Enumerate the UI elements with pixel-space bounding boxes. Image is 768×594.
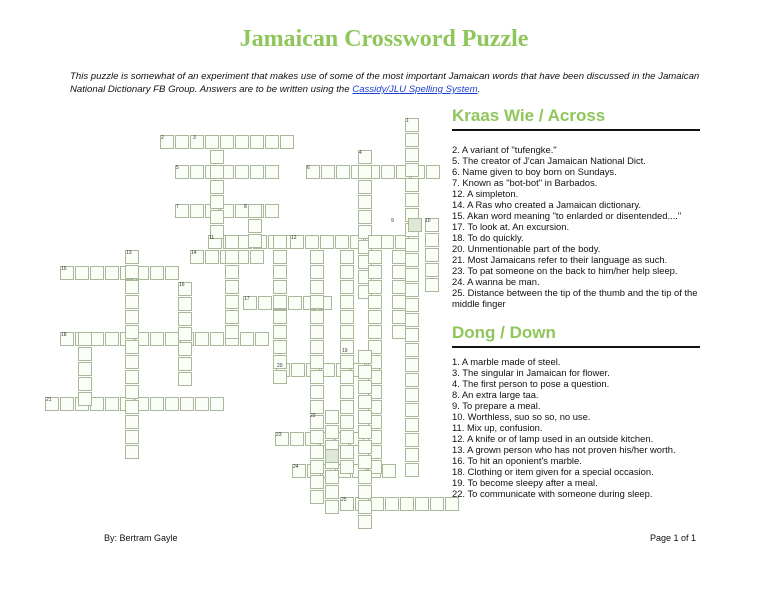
grid-cell[interactable] <box>90 266 104 280</box>
grid-cell[interactable] <box>325 470 339 484</box>
grid-cell[interactable] <box>78 332 92 346</box>
grid-cell[interactable] <box>205 250 219 264</box>
clue-number: 21 <box>46 397 52 403</box>
clue-number: 23 <box>276 432 282 438</box>
grid-cell[interactable] <box>235 165 249 179</box>
grid-cell[interactable] <box>225 280 239 294</box>
grid-cell[interactable] <box>165 266 179 280</box>
down-clue-list <box>452 356 702 499</box>
grid-cell[interactable] <box>325 425 339 439</box>
clue-number: 16 <box>179 282 185 288</box>
grid-cell[interactable] <box>225 310 239 324</box>
grid-cell[interactable] <box>400 497 414 511</box>
grid-cell[interactable] <box>405 283 419 297</box>
grid-cell[interactable] <box>178 342 192 356</box>
grid-cell[interactable] <box>405 463 419 477</box>
clue-number: 15 <box>61 266 67 272</box>
clue-number: 1 <box>406 118 409 124</box>
across-clue-list <box>452 144 702 309</box>
grid-cell[interactable] <box>125 370 139 384</box>
grid-cell[interactable] <box>310 340 324 354</box>
grid-cell[interactable] <box>358 380 372 394</box>
grid-cell[interactable] <box>358 165 372 179</box>
grid-cell[interactable] <box>273 325 287 339</box>
grid-cell[interactable] <box>288 296 302 310</box>
grid-cell[interactable] <box>405 358 419 372</box>
down-clue: 18. Clothing or item given for a special occasion. <box>452 466 654 477</box>
clue-number: 8 <box>244 204 247 210</box>
clue-number: 22 <box>310 413 316 419</box>
grid-cell[interactable] <box>358 195 372 209</box>
grid-cell[interactable] <box>392 325 406 339</box>
across-rule <box>452 129 700 131</box>
grid-cell[interactable] <box>382 464 396 478</box>
grid-cell[interactable] <box>340 400 354 414</box>
grid-cell[interactable] <box>195 332 209 346</box>
grid-cell[interactable] <box>310 325 324 339</box>
grid-cell[interactable] <box>125 445 139 459</box>
grid-cell[interactable] <box>405 238 419 252</box>
grid-cell[interactable] <box>248 234 262 248</box>
grid-cell[interactable] <box>210 180 224 194</box>
across-clue: 23. To pat someone on the back to him/her help sleep. <box>452 265 678 276</box>
page-title: Jamaican Crossword Puzzle <box>239 26 529 52</box>
clue-number: 11 <box>209 235 215 241</box>
grid-cell[interactable] <box>75 266 89 280</box>
grid-cell[interactable] <box>250 250 264 264</box>
grid-cell[interactable] <box>78 377 92 391</box>
clue-number: 10 <box>425 218 431 224</box>
across-clue: 20. Unmentionable part of the body. <box>452 243 601 254</box>
grid-cell[interactable] <box>280 135 294 149</box>
grid-cell[interactable] <box>248 204 262 218</box>
grid-cell[interactable] <box>90 397 104 411</box>
grid-cell[interactable] <box>392 280 406 294</box>
grid-cell[interactable] <box>405 148 419 162</box>
grid-cell[interactable] <box>105 266 119 280</box>
grid-cell[interactable] <box>273 340 287 354</box>
grid-cell[interactable] <box>358 455 372 469</box>
grid-cell[interactable] <box>325 449 339 463</box>
grid-cell[interactable] <box>430 497 444 511</box>
across-clue: 24. A wanna be man. <box>452 276 540 287</box>
grid-cell[interactable] <box>250 135 264 149</box>
grid-cell[interactable] <box>368 265 382 279</box>
down-clue: 10. Worthless, suo so so, no use. <box>452 411 591 422</box>
grid-cell[interactable] <box>150 397 164 411</box>
clue-number: 4 <box>359 150 362 156</box>
down-clue: 8. An extra large taa. <box>452 389 539 400</box>
down-clue: 4. The first person to pose a question. <box>452 378 610 389</box>
clue-number: 17 <box>244 296 250 302</box>
grid-cell[interactable] <box>340 415 354 429</box>
grid-cell[interactable] <box>310 250 324 264</box>
grid-cell[interactable] <box>210 210 224 224</box>
grid-cell[interactable] <box>405 388 419 402</box>
grid-cell[interactable] <box>445 497 459 511</box>
grid-cell[interactable] <box>405 313 419 327</box>
grid-cell[interactable] <box>358 395 372 409</box>
grid-cell[interactable] <box>195 397 209 411</box>
grid-cell[interactable] <box>178 372 192 386</box>
grid-cell[interactable] <box>310 355 324 369</box>
clue-number: 9 <box>391 218 394 224</box>
grid-cell[interactable] <box>178 357 192 371</box>
grid-cell[interactable] <box>60 397 74 411</box>
grid-cell[interactable] <box>358 180 372 194</box>
grid-cell[interactable] <box>225 235 239 249</box>
page-number: Page 1 of 1 <box>650 533 697 543</box>
grid-cell[interactable] <box>321 165 335 179</box>
grid-cell[interactable] <box>405 133 419 147</box>
grid-cell[interactable] <box>405 418 419 432</box>
across-clue: 7. Known as "bot-bot" in Barbados. <box>452 177 598 188</box>
grid-cell[interactable] <box>425 263 439 277</box>
grid-cell[interactable] <box>340 265 354 279</box>
grid-cell[interactable] <box>340 310 354 324</box>
grid-cell[interactable] <box>358 500 372 514</box>
grid-cell[interactable] <box>415 497 429 511</box>
clue-number: 7 <box>176 204 179 210</box>
clue-number: 18 <box>61 332 67 338</box>
grid-cell[interactable] <box>248 219 262 233</box>
grid-cell[interactable] <box>273 280 287 294</box>
grid-cell[interactable] <box>178 312 192 326</box>
grid-cell[interactable] <box>125 265 139 279</box>
grid-cell[interactable] <box>325 500 339 514</box>
grid-cell[interactable] <box>190 165 204 179</box>
grid-cell[interactable] <box>273 250 287 264</box>
grid-cell[interactable] <box>178 297 192 311</box>
grid-cell[interactable] <box>225 295 239 309</box>
grid-cell[interactable] <box>405 253 419 267</box>
grid-cell[interactable] <box>78 392 92 406</box>
intro-text: This puzzle is somewhat of an experiment that makes use of some of the most important Jamaican words that have been discussed in the Jamaican National Dictionary FB Group. Answers are to be written using the <box>70 71 700 95</box>
grid-cell[interactable] <box>368 295 382 309</box>
grid-cell[interactable] <box>125 415 139 429</box>
grid-cell[interactable] <box>150 332 164 346</box>
grid-cell[interactable] <box>125 310 139 324</box>
grid-cell[interactable] <box>425 233 439 247</box>
clue-number: 25 <box>341 497 347 503</box>
grid-cell[interactable] <box>210 195 224 209</box>
grid-cell[interactable] <box>368 235 382 249</box>
grid-cell[interactable] <box>426 165 440 179</box>
grid-cell[interactable] <box>340 250 354 264</box>
down-clue: 13. A grown person who has not proven his/her worth. <box>452 444 676 455</box>
grid-cell[interactable] <box>190 204 204 218</box>
grid-cell[interactable] <box>291 363 305 377</box>
grid-cell[interactable] <box>125 430 139 444</box>
grid-cell[interactable] <box>220 135 234 149</box>
across-clue: 5. The creator of J'can Jamaican National Dict. <box>452 155 646 166</box>
grid-cell[interactable] <box>310 460 324 474</box>
grid-cell[interactable] <box>425 248 439 262</box>
grid-cell[interactable] <box>250 165 264 179</box>
grid-cell[interactable] <box>165 332 179 346</box>
grid-cell[interactable] <box>368 250 382 264</box>
down-clue: 9. To prepare a meal. <box>452 400 541 411</box>
grid-cell[interactable] <box>165 397 179 411</box>
grid-cell[interactable] <box>358 365 372 379</box>
clue-number: 13 <box>126 250 132 256</box>
grid-cell[interactable] <box>392 295 406 309</box>
grid-cell[interactable] <box>405 298 419 312</box>
down-clue: 1. A marble made of steel. <box>452 356 561 367</box>
grid-cell[interactable] <box>358 515 372 529</box>
grid-cell[interactable] <box>310 430 324 444</box>
grid-cell[interactable] <box>78 362 92 376</box>
grid-cell[interactable] <box>405 403 419 417</box>
across-clue: 12. A simpleton. <box>452 188 519 199</box>
grid-cell[interactable] <box>205 135 219 149</box>
grid-cell[interactable] <box>370 497 384 511</box>
grid-cell[interactable] <box>125 325 139 339</box>
grid-cell[interactable] <box>381 165 395 179</box>
grid-cell[interactable] <box>210 397 224 411</box>
grid-cell[interactable] <box>340 385 354 399</box>
grid-cell[interactable] <box>340 430 354 444</box>
grid-cell[interactable] <box>305 235 319 249</box>
down-clue: 22. To communicate with someone during sleep. <box>452 488 653 499</box>
grid-cell[interactable] <box>380 235 394 249</box>
grid-cell[interactable] <box>310 295 324 309</box>
clue-number: 20 <box>277 363 283 369</box>
grid-cell[interactable] <box>340 295 354 309</box>
grid-cell[interactable] <box>273 265 287 279</box>
grid-cell[interactable] <box>405 328 419 342</box>
grid-cell[interactable] <box>265 165 279 179</box>
grid-cell[interactable] <box>340 280 354 294</box>
down-clue: 11. Mix up, confusion. <box>452 422 543 433</box>
grid-cell[interactable] <box>180 397 194 411</box>
grid-cell[interactable] <box>125 400 139 414</box>
grid-cell[interactable] <box>358 470 372 484</box>
grid-cell[interactable] <box>175 135 189 149</box>
grid-cell[interactable] <box>310 490 324 504</box>
across-clue: 21. Most Jamaicans refer to their language as such. <box>452 254 668 265</box>
grid-cell[interactable] <box>310 400 324 414</box>
grid-cell[interactable] <box>225 325 239 339</box>
clue-number: 19 <box>342 348 348 354</box>
grid-cell[interactable] <box>368 325 382 339</box>
grid-cell[interactable] <box>265 135 279 149</box>
grid-cell[interactable] <box>310 445 324 459</box>
grid-cell[interactable] <box>125 355 139 369</box>
grid-cell[interactable] <box>273 310 287 324</box>
across-clue: 17. To look at. An excursion. <box>452 221 570 232</box>
grid-cell[interactable] <box>392 310 406 324</box>
grid-cell[interactable] <box>392 250 406 264</box>
grid-cell[interactable] <box>425 278 439 292</box>
grid-cell[interactable] <box>273 370 287 384</box>
grid-cell[interactable] <box>368 280 382 294</box>
across-clue: 15. Akan word meaning "to enlarded or disentended...." <box>452 210 682 221</box>
grid-cell[interactable] <box>358 440 372 454</box>
grid-cell[interactable] <box>358 210 372 224</box>
clue-number: 6 <box>307 165 310 171</box>
grid-cell[interactable] <box>405 433 419 447</box>
grid-cell[interactable] <box>340 370 354 384</box>
down-clue: 3. The singular in Jamaican for flower. <box>452 367 610 378</box>
grid-cell[interactable] <box>105 332 119 346</box>
grid-cell[interactable] <box>405 343 419 357</box>
grid-cell[interactable] <box>78 347 92 361</box>
across-clue: 2. A variant of "tufengke." <box>452 144 557 155</box>
grid-cell[interactable] <box>405 448 419 462</box>
grid-cell[interactable] <box>150 266 164 280</box>
down-clue: 12. A knife or of lamp used in an outside kitchen. <box>452 433 654 444</box>
grid-cell[interactable] <box>405 268 419 282</box>
grid-cell[interactable] <box>336 165 350 179</box>
across-clue: 6. Name given to boy born on Sundays. <box>452 166 617 177</box>
clue-number: 12 <box>291 235 297 241</box>
down-clue: 16. To hit an oponient's marble. <box>452 455 582 466</box>
grid-cell[interactable] <box>310 385 324 399</box>
grid-cell[interactable] <box>125 280 139 294</box>
across-clue: 18. To do quickly. <box>452 232 524 243</box>
grid-cell[interactable] <box>368 310 382 324</box>
grid-cell[interactable] <box>325 485 339 499</box>
grid-cell[interactable] <box>210 150 224 164</box>
grid-cell[interactable] <box>385 497 399 511</box>
grid-cell[interactable] <box>310 310 324 324</box>
clue-number: 14 <box>191 250 197 256</box>
grid-cell[interactable] <box>225 265 239 279</box>
grid-cell[interactable] <box>358 350 372 364</box>
grid-cell[interactable] <box>335 235 349 249</box>
grid-cell[interactable] <box>90 332 104 346</box>
grid-cell[interactable] <box>340 445 354 459</box>
down-heading: Dong / Down <box>452 323 556 342</box>
grid-cell[interactable] <box>258 296 272 310</box>
down-rule <box>452 346 700 348</box>
clue-number: 3 <box>193 135 196 141</box>
grid-cell[interactable] <box>310 370 324 384</box>
grid-cell[interactable] <box>310 475 324 489</box>
grid-cell[interactable] <box>340 460 354 474</box>
grid-cell[interactable] <box>125 385 139 399</box>
across-clue: 25. Distance between the tip of the thumb and the tip of the middle finger <box>452 287 698 309</box>
grid-cell[interactable] <box>210 332 224 346</box>
grid-cell[interactable] <box>125 295 139 309</box>
grid-cell[interactable] <box>210 165 224 179</box>
grid-cell[interactable] <box>325 410 339 424</box>
grid-cell[interactable] <box>178 327 192 341</box>
clue-number: 5 <box>176 165 179 171</box>
grid-cell[interactable] <box>265 204 279 218</box>
across-heading: Kraas Wie / Across <box>452 106 606 125</box>
grid-cell[interactable] <box>405 178 419 192</box>
grid-cell[interactable] <box>240 332 254 346</box>
grid-cell[interactable] <box>273 295 287 309</box>
grid-cell[interactable] <box>340 355 354 369</box>
grid-cell[interactable] <box>105 397 119 411</box>
intro-end: . <box>477 84 481 95</box>
clue-number: 2 <box>161 135 164 141</box>
grid-cell[interactable] <box>320 235 334 249</box>
grid-cell[interactable] <box>235 135 249 149</box>
grid-cell[interactable] <box>273 235 287 249</box>
grid-cell[interactable] <box>405 373 419 387</box>
down-clue: 19. To become sleepy after a meal. <box>452 477 598 488</box>
grid-cell[interactable] <box>255 332 269 346</box>
grid-cell[interactable] <box>405 193 419 207</box>
grid-cell[interactable] <box>405 163 419 177</box>
grid-cell[interactable] <box>358 425 372 439</box>
grid-cell[interactable] <box>358 410 372 424</box>
grid-cell[interactable] <box>290 432 304 446</box>
author-credit: By: Bertram Gayle <box>104 533 178 543</box>
grid-cell[interactable] <box>340 325 354 339</box>
grid-cell[interactable] <box>225 250 239 264</box>
grid-cell[interactable] <box>310 265 324 279</box>
across-clue: 14. A Ras who created a Jamaican dictionary. <box>452 199 641 210</box>
grid-cell[interactable] <box>408 218 422 232</box>
clue-number: 24 <box>293 464 299 470</box>
grid-cell[interactable] <box>358 485 372 499</box>
grid-cell[interactable] <box>310 280 324 294</box>
spelling-system-link[interactable]: Cassidy/JLU Spelling System <box>352 84 478 95</box>
grid-cell[interactable] <box>125 340 139 354</box>
grid-cell[interactable] <box>392 265 406 279</box>
